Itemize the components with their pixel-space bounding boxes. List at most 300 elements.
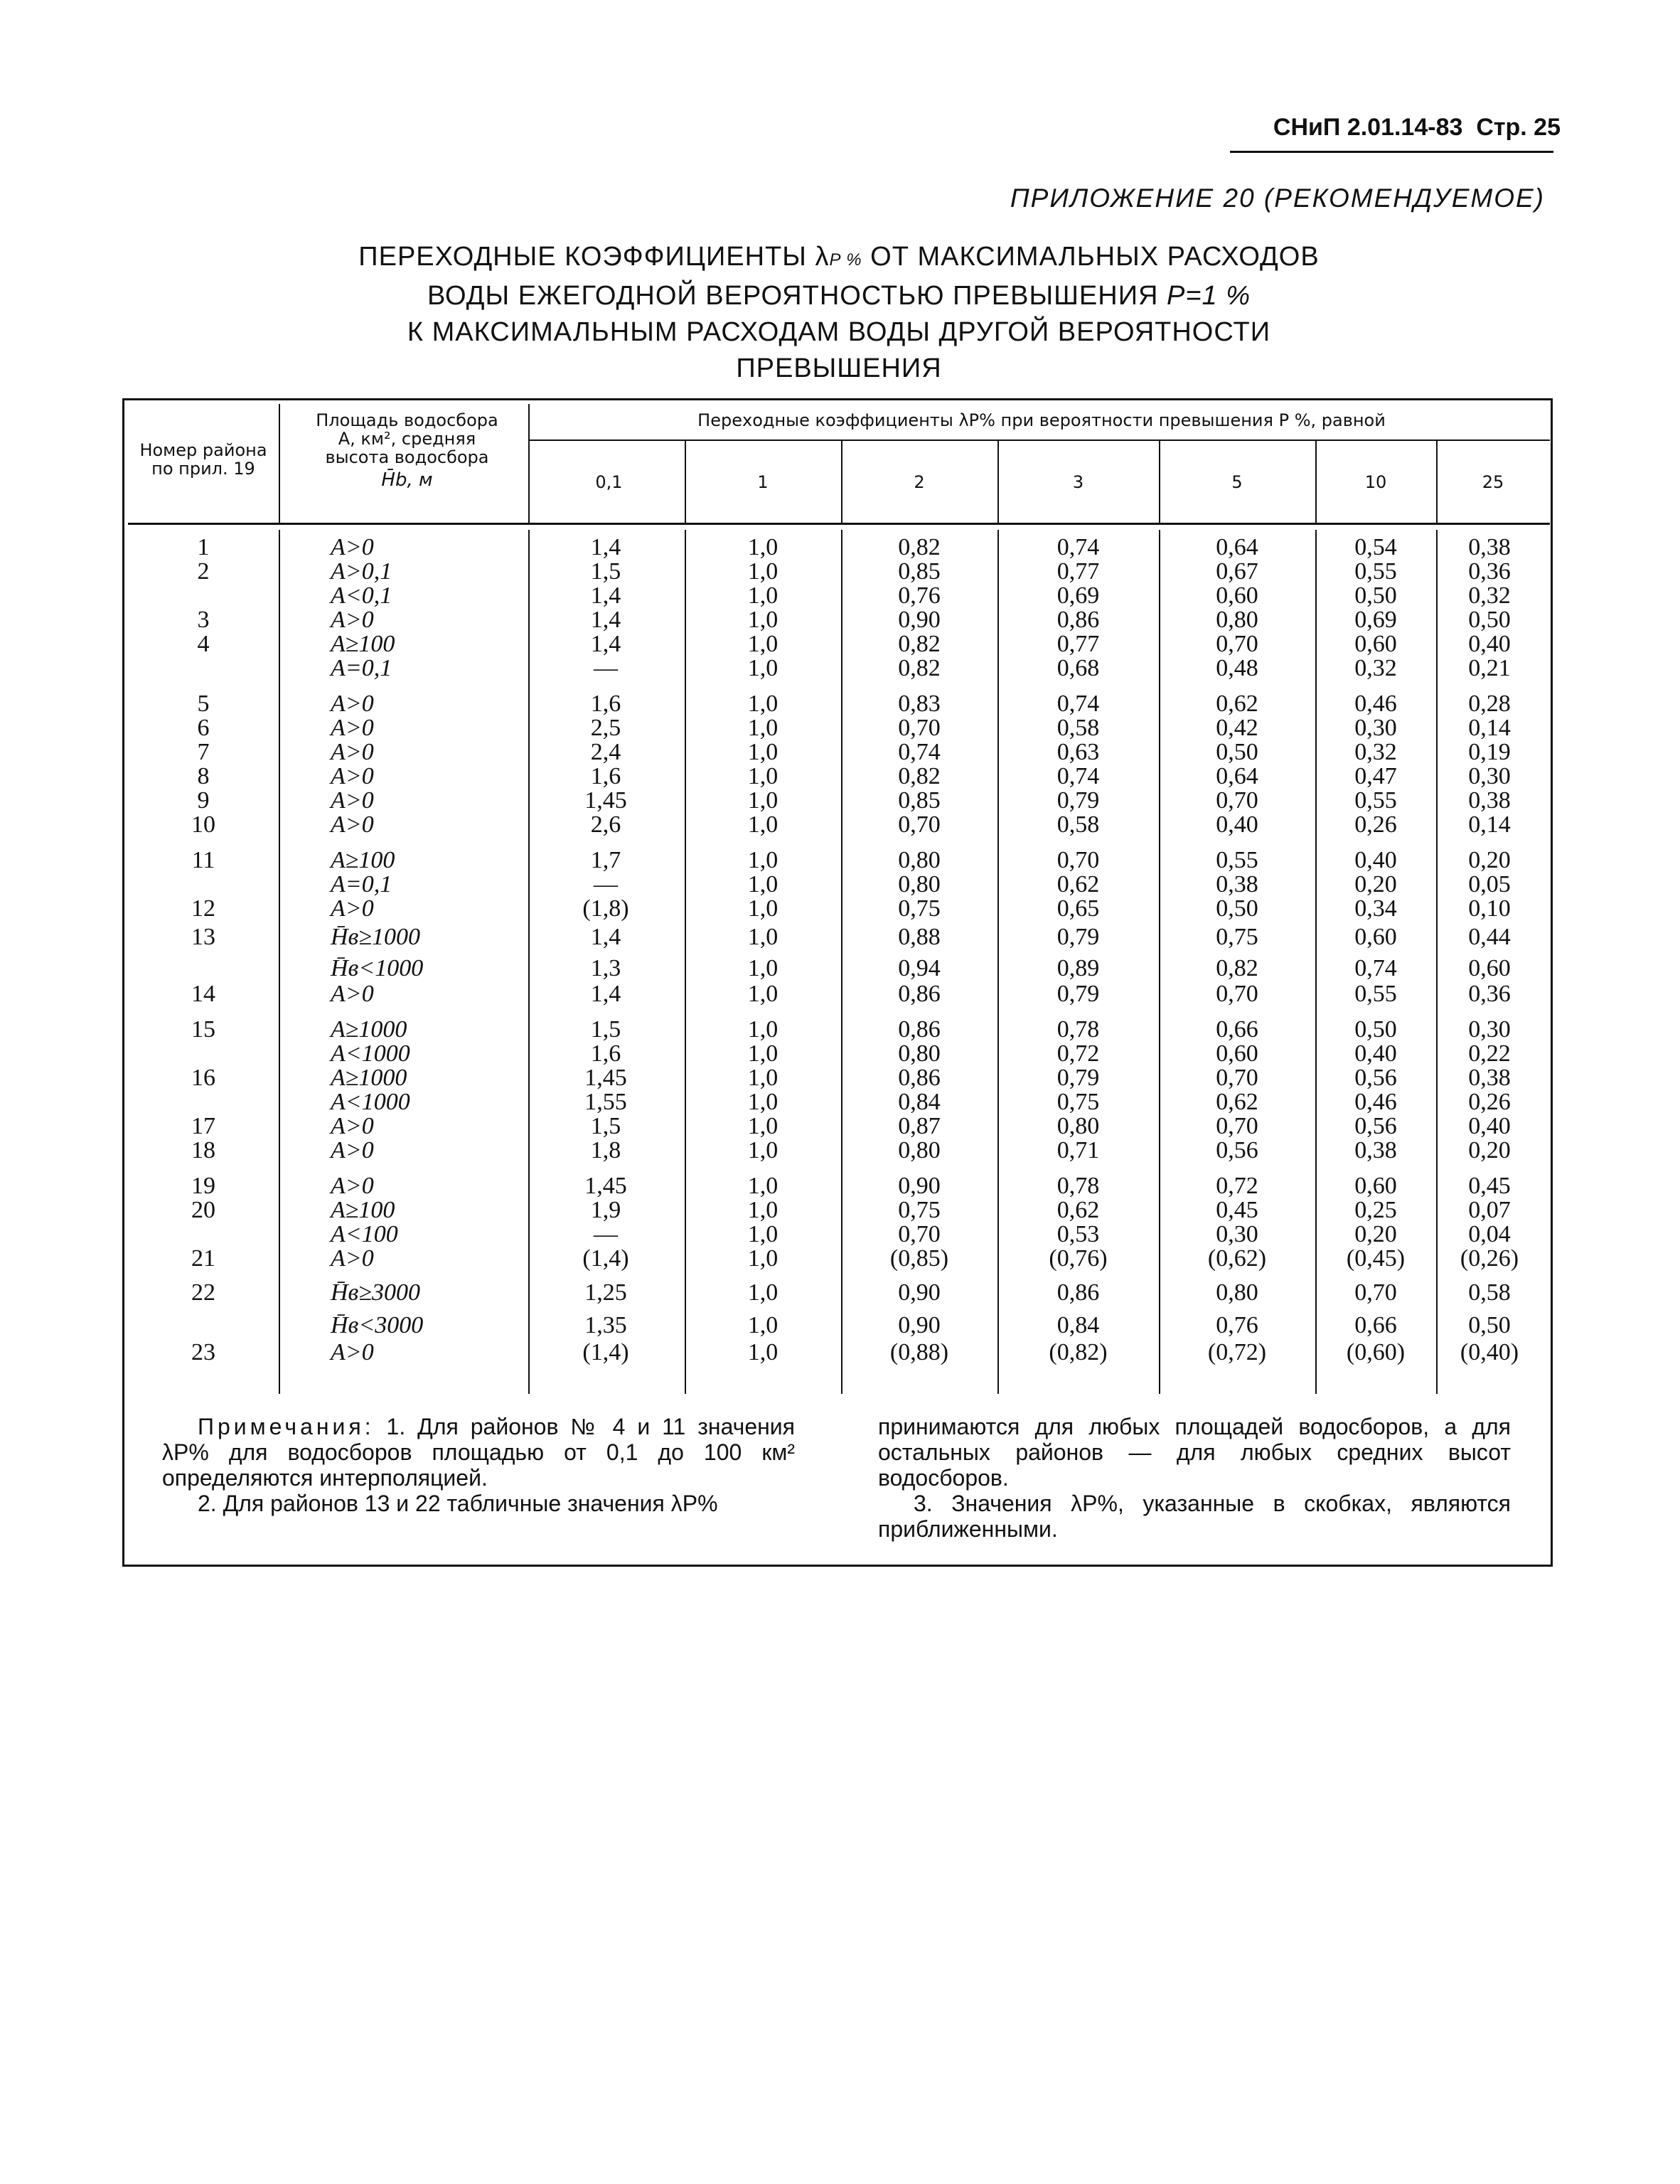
- row-region: 11: [191, 847, 215, 873]
- row-value: 0,83: [898, 691, 941, 717]
- row-value: 0,40: [1354, 1040, 1397, 1067]
- note-3: 3. Значения λP%, указанные в скобках, являются приближенными.: [878, 1491, 1511, 1542]
- row-region: 6: [197, 715, 210, 741]
- row-value: (0,82): [1049, 1339, 1108, 1365]
- row-value: 0,40: [1468, 1113, 1511, 1139]
- row-value: 1,35: [584, 1312, 627, 1338]
- row-value: 0,36: [1468, 981, 1511, 1007]
- row-value: 1,45: [584, 1173, 627, 1199]
- doc-code: СНиП 2.01.14-83: [1273, 114, 1463, 141]
- row-value: 0,80: [898, 1040, 941, 1067]
- title-line-4: ПРЕВЫШЕНИЯ: [736, 353, 942, 383]
- notes-label: Примечания:: [198, 1414, 375, 1439]
- row-value: 0,55: [1216, 847, 1258, 873]
- row-value: 0,62: [1216, 1089, 1258, 1115]
- row-value: 0,70: [1216, 1113, 1258, 1139]
- row-value: 0,28: [1468, 691, 1511, 717]
- page-number: Стр. 25: [1476, 114, 1561, 141]
- row-value: 0,86: [898, 1016, 941, 1043]
- row-value: 0,86: [1056, 1279, 1100, 1306]
- row-region: 2: [197, 558, 210, 585]
- row-value: 0,75: [1216, 924, 1258, 950]
- row-value: 0,32: [1468, 582, 1511, 609]
- row-value: 0,80: [1216, 607, 1258, 633]
- row-area: A<100: [331, 1221, 398, 1247]
- row-area: H̄в≥1000: [331, 924, 420, 950]
- row-value: (0,76): [1049, 1245, 1108, 1272]
- row-area: A=0,1: [331, 871, 392, 897]
- row-value: 0,80: [898, 847, 941, 873]
- row-value: 0,50: [1468, 607, 1511, 633]
- row-value: 2,4: [590, 739, 621, 765]
- row-region: 1: [197, 534, 210, 560]
- row-value: 0,42: [1216, 715, 1258, 741]
- row-region: 20: [191, 1197, 215, 1223]
- row-value: 0,55: [1354, 981, 1397, 1007]
- row-value: 0,80: [1056, 1113, 1100, 1139]
- row-value: 1,0: [747, 981, 779, 1007]
- row-value: 0,46: [1354, 1089, 1397, 1115]
- row-value: 0,66: [1354, 1312, 1397, 1338]
- row-value: 1,6: [590, 691, 621, 717]
- row-value: 0,50: [1354, 1016, 1397, 1043]
- row-value: 0,86: [1056, 607, 1100, 633]
- row-value: 0,89: [1056, 955, 1100, 981]
- row-region: 18: [191, 1137, 215, 1163]
- row-value: 0,50: [1468, 1312, 1511, 1338]
- row-value: 0,74: [1056, 691, 1100, 717]
- bottom-rule: [122, 1565, 1553, 1567]
- row-area: A>0: [331, 1245, 374, 1272]
- row-value: 0,70: [1216, 787, 1258, 814]
- row-value: 0,54: [1354, 534, 1397, 560]
- row-value: 0,60: [1216, 582, 1258, 609]
- notes-right: [878, 1414, 1511, 1542]
- row-value: 2,6: [590, 811, 621, 838]
- row-value: (0,45): [1346, 1245, 1406, 1272]
- row-value: 0,90: [898, 1312, 941, 1338]
- row-value: 0,82: [898, 534, 941, 560]
- row-value: 1,6: [590, 1040, 621, 1067]
- row-area: A>0: [331, 534, 374, 560]
- row-value: 0,53: [1056, 1221, 1100, 1247]
- row-value: 1,4: [590, 924, 621, 950]
- row-region: 13: [191, 924, 215, 950]
- row-value: 1,0: [747, 691, 779, 717]
- row-value: 0,75: [898, 1197, 941, 1223]
- row-value: 0,60: [1216, 1040, 1258, 1067]
- row-value: 0,45: [1216, 1197, 1258, 1223]
- row-value: 0,84: [1056, 1312, 1100, 1338]
- row-value: 0,64: [1216, 763, 1258, 789]
- table-top-border: [122, 398, 1553, 400]
- row-value: 0,90: [898, 607, 941, 633]
- row-value: 0,79: [1056, 981, 1100, 1007]
- row-area: A>0: [331, 763, 374, 789]
- row-value: 0,21: [1468, 655, 1511, 681]
- row-value: 0,69: [1354, 607, 1397, 633]
- row-value: 0,68: [1056, 655, 1100, 681]
- row-value: 1,4: [590, 981, 621, 1007]
- row-value: 0,58: [1056, 811, 1100, 838]
- row-value: 0,38: [1468, 787, 1511, 814]
- row-value: 0,75: [1056, 1089, 1100, 1115]
- row-value: 0,78: [1056, 1173, 1100, 1199]
- table-header-rule: [128, 523, 1550, 525]
- header-p-25: 25: [1482, 472, 1504, 492]
- row-value: 0,90: [898, 1173, 941, 1199]
- row-value: 0,70: [1216, 981, 1258, 1007]
- row-value: 2,5: [590, 715, 621, 741]
- table-left-border: [122, 398, 124, 1565]
- row-value: 0,55: [1354, 787, 1397, 814]
- row-region: 21: [191, 1245, 215, 1272]
- row-value: 0,04: [1468, 1221, 1511, 1247]
- row-region: 5: [197, 691, 210, 717]
- row-value: 0,94: [898, 955, 941, 981]
- note-2: 2. Для районов 13 и 22 табличные значения λP%: [198, 1491, 718, 1516]
- row-value: 0,79: [1056, 1065, 1100, 1091]
- row-value: 0,76: [898, 582, 941, 609]
- row-value: 1,4: [590, 607, 621, 633]
- row-value: 0,40: [1216, 811, 1258, 838]
- row-value: 1,0: [747, 1279, 779, 1306]
- row-value: 0,56: [1354, 1113, 1397, 1139]
- row-value: 0,60: [1354, 924, 1397, 950]
- row-value: 0,76: [1216, 1312, 1258, 1338]
- row-value: 0,78: [1056, 1016, 1100, 1043]
- row-value: 0,36: [1468, 558, 1511, 585]
- row-value: 0,67: [1216, 558, 1258, 585]
- row-value: 1,0: [747, 1089, 779, 1115]
- row-value: 0,87: [898, 1113, 941, 1139]
- row-value: 0,32: [1354, 655, 1397, 681]
- header-coefficients: Переходные коэффициенты λP% при вероятности превышения P %, равной: [697, 410, 1386, 430]
- col-divider: [279, 404, 280, 523]
- row-area: A<1000: [331, 1089, 410, 1115]
- row-value: 0,77: [1056, 558, 1100, 585]
- row-value: 0,58: [1468, 1279, 1511, 1306]
- row-value: 1,0: [747, 871, 779, 897]
- row-value: 1,5: [590, 558, 621, 585]
- row-value: 1,9: [590, 1197, 621, 1223]
- row-value: 0,38: [1354, 1137, 1397, 1163]
- document-title: [284, 239, 1393, 387]
- row-region: 23: [191, 1339, 215, 1365]
- row-value: (1,4): [582, 1339, 629, 1365]
- row-value: 0,70: [1354, 1279, 1397, 1306]
- page-header: [1273, 114, 1561, 142]
- row-area: A>0: [331, 895, 374, 922]
- row-value: 0,07: [1468, 1197, 1511, 1223]
- row-value: 0,32: [1354, 739, 1397, 765]
- row-value: 0,60: [1354, 631, 1397, 657]
- row-value: 1,7: [590, 847, 621, 873]
- notes-left: [162, 1414, 795, 1516]
- row-value: 1,0: [747, 1245, 779, 1272]
- row-value: 1,0: [747, 924, 779, 950]
- header-p-3: 3: [1072, 472, 1084, 492]
- table-right-border: [1551, 398, 1553, 1565]
- row-area: A>0: [331, 691, 374, 717]
- row-value: 0,74: [898, 739, 941, 765]
- row-value: 0,14: [1468, 715, 1511, 741]
- row-area: H̄в<1000: [331, 955, 424, 981]
- row-value: 0,30: [1468, 763, 1511, 789]
- row-area: A≥100: [331, 1197, 395, 1223]
- header-rule: [1230, 151, 1553, 153]
- row-area: A>0: [331, 1113, 374, 1139]
- row-value: 1,0: [747, 1339, 779, 1365]
- row-value: 0,65: [1056, 895, 1100, 922]
- row-value: 1,0: [747, 534, 779, 560]
- row-value: 0,20: [1354, 871, 1397, 897]
- row-value: 0,70: [898, 715, 941, 741]
- row-value: 0,85: [898, 558, 941, 585]
- row-area: A≥1000: [331, 1065, 407, 1091]
- row-value: 0,79: [1056, 787, 1100, 814]
- row-value: 1,0: [747, 582, 779, 609]
- row-value: 0,22: [1468, 1040, 1511, 1067]
- row-value: 1,0: [747, 1113, 779, 1139]
- row-value: 1,0: [747, 763, 779, 789]
- row-value: 1,0: [747, 607, 779, 633]
- title-line-3: К МАКСИМАЛЬНЫМ РАСХОДАМ ВОДЫ ДРУГОЙ ВЕРОЯТНОСТИ: [407, 317, 1271, 347]
- row-value: 1,5: [590, 1113, 621, 1139]
- row-area: A>0: [331, 811, 374, 838]
- row-value: 0,19: [1468, 739, 1511, 765]
- row-value: 0,70: [898, 1221, 941, 1247]
- row-value: 1,0: [747, 1173, 779, 1199]
- row-value: 0,56: [1354, 1065, 1397, 1091]
- row-value: 0,75: [898, 895, 941, 922]
- row-value: 0,72: [1216, 1173, 1258, 1199]
- row-value: 0,30: [1468, 1016, 1511, 1043]
- row-value: 1,0: [747, 1137, 779, 1163]
- row-area: A≥100: [331, 847, 395, 873]
- row-value: 0,48: [1216, 655, 1258, 681]
- row-value: 0,62: [1216, 691, 1258, 717]
- row-value: 0,50: [1216, 895, 1258, 922]
- row-value: 0,70: [1216, 631, 1258, 657]
- row-value: 1,4: [590, 631, 621, 657]
- row-area: A≥1000: [331, 1016, 407, 1043]
- title-line-2: ВОДЫ ЕЖЕГОДНОЙ ВЕРОЯТНОСТЬЮ ПРЕВЫШЕНИЯ P=1 %: [427, 281, 1251, 311]
- row-value: 1,6: [590, 763, 621, 789]
- row-value: 1,4: [590, 582, 621, 609]
- row-value: 0,45: [1468, 1173, 1511, 1199]
- row-value: 0,14: [1468, 811, 1511, 838]
- row-area: A>0: [331, 1173, 374, 1199]
- row-area: H̄в<3000: [331, 1312, 424, 1338]
- row-area: A>0: [331, 607, 374, 633]
- row-value: (0,62): [1207, 1245, 1267, 1272]
- row-value: 0,56: [1216, 1137, 1258, 1163]
- row-value: 0,86: [898, 1065, 941, 1091]
- row-value: 0,70: [1056, 847, 1100, 873]
- row-value: (0,88): [889, 1339, 949, 1365]
- row-value: 0,10: [1468, 895, 1511, 922]
- row-region: 12: [191, 895, 215, 922]
- row-value: 1,0: [747, 655, 779, 681]
- row-region: 15: [191, 1016, 215, 1043]
- row-value: 0,80: [898, 871, 941, 897]
- header-p-2: 2: [914, 472, 925, 492]
- row-area: A<0,1: [331, 582, 392, 609]
- row-value: 0,88: [898, 924, 941, 950]
- row-value: 0,82: [1216, 955, 1258, 981]
- row-value: 0,60: [1354, 1173, 1397, 1199]
- row-region: 10: [191, 811, 215, 838]
- row-value: 0,20: [1468, 1137, 1511, 1163]
- row-value: 0,55: [1354, 558, 1397, 585]
- row-value: 0,40: [1354, 847, 1397, 873]
- row-region: 3: [197, 607, 210, 633]
- row-value: 0,82: [898, 655, 941, 681]
- row-value: 1,0: [747, 1312, 779, 1338]
- row-area: A>0,1: [331, 558, 392, 585]
- row-value: 0,40: [1468, 631, 1511, 657]
- row-value: 0,70: [898, 811, 941, 838]
- row-value: 0,62: [1056, 1197, 1100, 1223]
- row-area: H̄в≥3000: [331, 1279, 420, 1306]
- row-value: 0,82: [898, 763, 941, 789]
- row-value: 1,5: [590, 1016, 621, 1043]
- header-p-1: 1: [757, 472, 769, 492]
- row-area: A>0: [331, 739, 374, 765]
- row-region: 22: [191, 1279, 215, 1306]
- title-line-1: ПЕРЕХОДНЫЕ КОЭФФИЦИЕНТЫ λP % ОТ МАКСИМАЛЬНЫХ РАСХОДОВ: [358, 242, 1320, 272]
- row-value: 0,38: [1468, 1065, 1511, 1091]
- row-value: 0,77: [1056, 631, 1100, 657]
- row-value: 0,85: [898, 787, 941, 814]
- row-value: 0,20: [1468, 847, 1511, 873]
- row-value: (0,40): [1460, 1339, 1519, 1365]
- row-value: 1,0: [747, 787, 779, 814]
- row-value: 0,74: [1056, 763, 1100, 789]
- row-value: 0,64: [1216, 534, 1258, 560]
- row-value: 0,69: [1056, 582, 1100, 609]
- row-value: 0,63: [1056, 739, 1100, 765]
- row-value: (0,26): [1460, 1245, 1519, 1272]
- row-value: 1,0: [747, 631, 779, 657]
- row-region: 7: [197, 739, 210, 765]
- row-region: 8: [197, 763, 210, 789]
- header-area: Площадь водосбора А, км², средняя высота водосбора H̄b, м: [316, 410, 498, 491]
- note-2-continued: принимаются для любых площадей водосборов, а для остальных районов — для любых средних высот водосборов.: [878, 1414, 1511, 1491]
- row-value: 0,86: [898, 981, 941, 1007]
- row-area: A>0: [331, 1339, 374, 1365]
- row-value: 1,0: [747, 1016, 779, 1043]
- row-value: (0,85): [889, 1245, 949, 1272]
- table-subheader-rule: [530, 440, 1550, 441]
- row-value: 0,80: [898, 1137, 941, 1163]
- row-value: 0,34: [1354, 895, 1397, 922]
- appendix-label: ПРИЛОЖЕНИЕ 20 (РЕКОМЕНДУЕМОЕ): [1010, 183, 1545, 213]
- row-value: 0,44: [1468, 924, 1511, 950]
- row-region: 9: [197, 787, 210, 814]
- row-value: 1,0: [747, 895, 779, 922]
- row-value: 1,45: [584, 787, 627, 814]
- row-value: 0,79: [1056, 924, 1100, 950]
- row-value: (1,4): [582, 1245, 629, 1272]
- row-value: 0,05: [1468, 871, 1511, 897]
- row-value: (1,8): [582, 895, 629, 922]
- row-value: 1,0: [747, 715, 779, 741]
- row-value: 0,72: [1056, 1040, 1100, 1067]
- header-p-10: 10: [1364, 472, 1387, 492]
- row-value: 0,46: [1354, 691, 1397, 717]
- row-value: 0,25: [1354, 1197, 1397, 1223]
- row-value: 1,0: [747, 847, 779, 873]
- row-value: 0,74: [1354, 955, 1397, 981]
- row-value: 1,0: [747, 1221, 779, 1247]
- row-value: 0,50: [1354, 582, 1397, 609]
- row-value: 0,30: [1216, 1221, 1258, 1247]
- row-area: A>0: [331, 787, 374, 814]
- row-value: 1,0: [747, 1197, 779, 1223]
- header-p-5: 5: [1231, 472, 1243, 492]
- row-value: 1,0: [747, 558, 779, 585]
- row-area: A>0: [331, 1137, 374, 1163]
- header-region: Номер района по прил. 19: [139, 440, 267, 479]
- col-divider: [279, 530, 280, 1394]
- row-area: A>0: [331, 715, 374, 741]
- row-value: 0,66: [1216, 1016, 1258, 1043]
- row-value: 0,90: [898, 1279, 941, 1306]
- row-region: 16: [191, 1065, 215, 1091]
- row-region: 17: [191, 1113, 215, 1139]
- row-area: A<1000: [331, 1040, 410, 1067]
- row-value: 1,45: [584, 1065, 627, 1091]
- row-value: 0,26: [1468, 1089, 1511, 1115]
- row-area: A≥100: [331, 631, 395, 657]
- row-value: 1,0: [747, 1040, 779, 1067]
- row-value: 1,4: [590, 534, 621, 560]
- row-value: 1,0: [747, 1065, 779, 1091]
- row-value: 0,30: [1354, 715, 1397, 741]
- row-value: 0,80: [1216, 1279, 1258, 1306]
- row-value: 1,55: [584, 1089, 627, 1115]
- row-value: 0,82: [898, 631, 941, 657]
- row-value: 0,71: [1056, 1137, 1100, 1163]
- header-p-0-1: 0,1: [595, 472, 623, 492]
- row-region: 19: [191, 1173, 215, 1199]
- row-value: 0,84: [898, 1089, 941, 1115]
- row-value: 0,62: [1056, 871, 1100, 897]
- row-value: 1,25: [584, 1279, 627, 1306]
- row-value: 0,38: [1468, 534, 1511, 560]
- row-value: —: [594, 655, 618, 681]
- row-value: 0,20: [1354, 1221, 1397, 1247]
- row-value: (0,60): [1346, 1339, 1406, 1365]
- row-value: 1,8: [590, 1137, 621, 1163]
- note-1: 1. Для районов № 4 и 11 значения λP% для водосборов площадью от 0,1 до 100 км² определяются интерполяцией.: [162, 1414, 795, 1491]
- row-value: 1,3: [590, 955, 621, 981]
- row-value: 0,47: [1354, 763, 1397, 789]
- row-value: —: [594, 1221, 618, 1247]
- row-value: 0,60: [1468, 955, 1511, 981]
- row-value: (0,72): [1207, 1339, 1267, 1365]
- row-area: A=0,1: [331, 655, 392, 681]
- row-value: 0,70: [1216, 1065, 1258, 1091]
- row-value: 1,0: [747, 739, 779, 765]
- row-value: 1,0: [747, 811, 779, 838]
- row-value: —: [594, 871, 618, 897]
- row-value: 1,0: [747, 955, 779, 981]
- row-value: 0,74: [1056, 534, 1100, 560]
- row-region: 4: [197, 631, 210, 657]
